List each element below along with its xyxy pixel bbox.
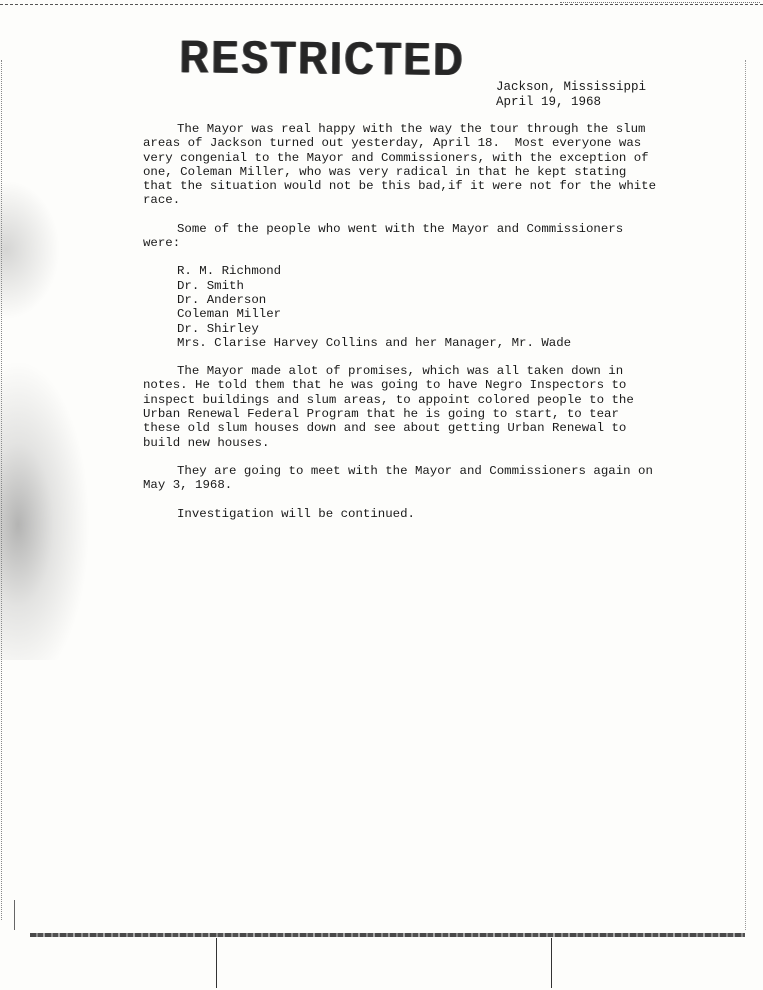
paragraph-attendees-intro: Some of the people who went with the Mayor and Commissioners were: bbox=[143, 221, 631, 251]
list-item: Dr. Shirley bbox=[177, 321, 259, 336]
scan-bottom-mark-right bbox=[551, 938, 552, 988]
memo-body bbox=[143, 122, 663, 535]
scan-smudge bbox=[0, 360, 90, 660]
scan-right-edge bbox=[745, 60, 748, 930]
list-item: Mrs. Clarise Harvey Collins and her Manager, Mr. Wade bbox=[177, 335, 572, 350]
list-item: Dr. Anderson bbox=[177, 292, 267, 307]
scan-top-edge bbox=[0, 4, 763, 6]
restricted-stamp: RESTRICTED bbox=[179, 32, 466, 86]
paragraph-tour: The Mayor was real happy with the way the tour through the slum areas of Jackson turned out yesterday, April 18. Most everyone was very congenial to the Mayor and Commissioners, with the exception of one, Coleman Miller, who was very radical in that he kept stating that the situation would not be this bad,if it were not for the white race. bbox=[143, 122, 664, 208]
paragraph-promises: The Mayor made alot of promises, which was all taken down in notes. He told them that he was going to have Negro Inspectors to inspect buildings and slum areas, to appoint colored people to the Urban Renewal Federal Program that he is going to start, to tear these old slum houses down and see about getting Urban Renewal to build new houses. bbox=[143, 364, 642, 450]
scan-top-edge-mark bbox=[560, 2, 760, 4]
scan-bottom-mark-left bbox=[216, 938, 217, 988]
dateline-date: April 19, 1968 bbox=[496, 95, 602, 109]
scan-left-mark bbox=[14, 900, 15, 930]
list-item: R. M. Richmond bbox=[177, 264, 282, 279]
dateline-place: Jackson, Mississippi bbox=[496, 80, 647, 94]
list-item: Dr. Smith bbox=[177, 278, 244, 293]
scan-bottom-edge bbox=[30, 933, 745, 937]
paragraph-closing: Investigation will be continued. bbox=[177, 506, 415, 521]
list-item: Coleman Miller bbox=[177, 307, 282, 322]
paragraph-next-meeting: They are going to meet with the Mayor and Commissioners again on May 3, 1968. bbox=[143, 463, 661, 493]
attendee-list bbox=[177, 264, 663, 350]
dateline bbox=[496, 80, 646, 110]
scan-smudge-upper bbox=[0, 180, 60, 320]
